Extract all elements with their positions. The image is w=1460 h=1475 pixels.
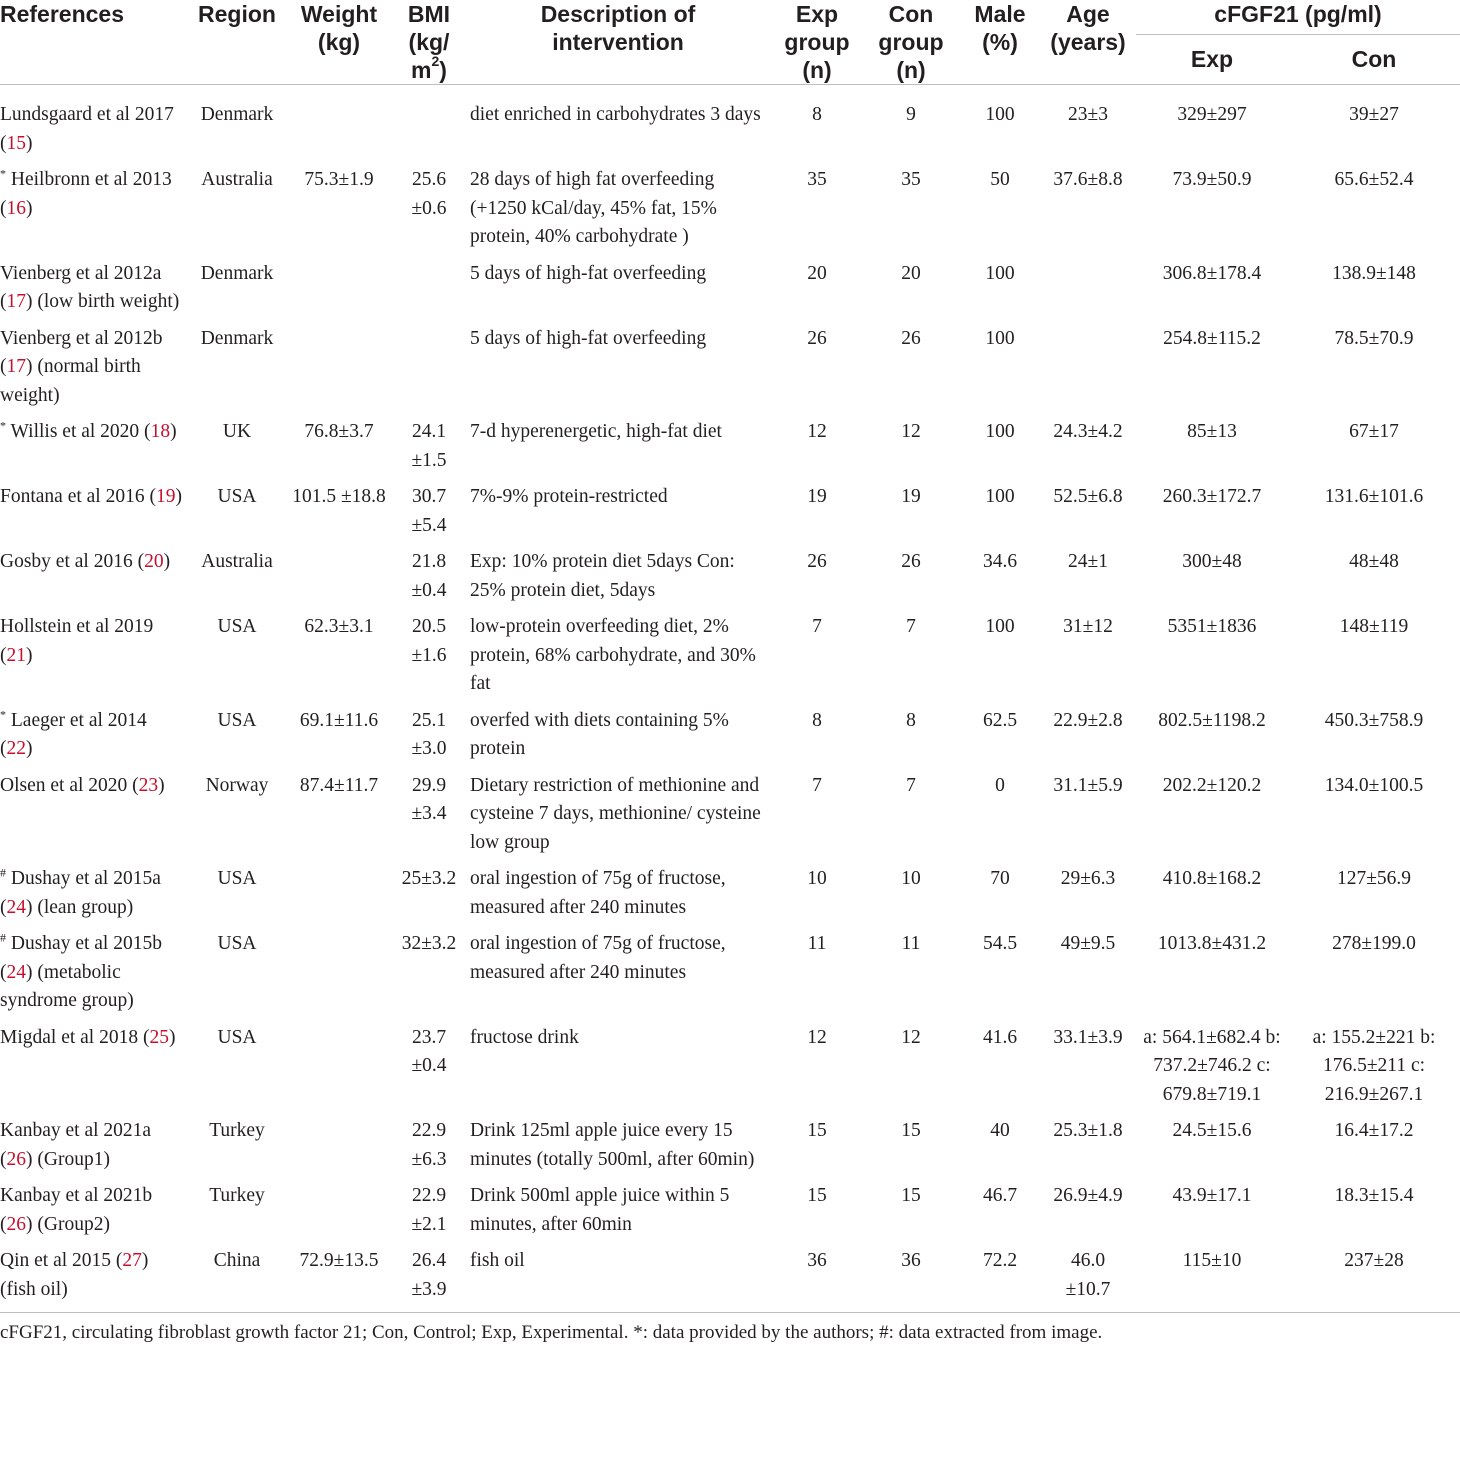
cell-region: China: [213, 1250, 261, 1271]
cell-reference: Gosby et al 2016 (20): [0, 551, 171, 572]
cell-description: diet enriched in carbohydrates 3 days: [470, 104, 761, 125]
cell-con-n: 19: [901, 486, 921, 507]
cell-weight: 101.5 ±18.8: [292, 486, 386, 507]
table-row: [0, 166, 1460, 260]
cell-reference: Qin et al 2015 (27) (fish oil): [0, 1250, 149, 1300]
cell-cfgf21-exp: a: 564.1±682.4 b: 737.2±746.2 c: 679.8±719.1: [1143, 1026, 1281, 1105]
cell-male: 72.2: [982, 1250, 1018, 1271]
cell-region: USA: [217, 709, 257, 731]
cell-weight: [284, 865, 394, 930]
table-row: [0, 260, 1460, 325]
cell-age: 52.5±6.8: [1053, 486, 1123, 507]
cell-bmi: 32±3.2: [401, 933, 457, 954]
cell-weight: [284, 1117, 394, 1182]
cell-age: 29±6.3: [1060, 868, 1116, 889]
cell-con-n: 12: [901, 1026, 921, 1048]
cell-cfgf21-con: 138.9±148: [1332, 262, 1416, 284]
cell-age: 22.9±2.8: [1053, 709, 1123, 731]
cell-region: USA: [217, 933, 257, 954]
cell-male: 50: [990, 169, 1010, 190]
cell-reference: * Heilbronn et al 2013 (16): [0, 166, 172, 219]
cell-con-n: 7: [906, 774, 916, 796]
header-bmi: BMI (kg/ $m^2$): [407, 1, 451, 83]
cell-age: 24±1: [1068, 551, 1108, 572]
header-weight: Weight (kg): [300, 1, 378, 55]
cell-con-n: 8: [906, 709, 916, 731]
cell-age: 33.1±3.9: [1053, 1026, 1123, 1048]
note-mark: *: [0, 166, 6, 181]
note-mark: *: [0, 707, 6, 721]
cell-bmi: 24.1 ±1.5: [411, 421, 447, 471]
table-row: [0, 930, 1460, 1024]
citation-link[interactable]: 17: [6, 356, 26, 377]
cell-age: 23±3: [1068, 104, 1108, 125]
cell-exp-n: 19: [807, 486, 827, 507]
cell-exp-n: 8: [812, 709, 822, 731]
cell-age: 37.6±8.8: [1053, 169, 1123, 190]
header-description: Description of intervention: [540, 1, 696, 55]
header-exp-group: Exp group (n): [784, 1, 850, 83]
cell-bmi: 22.9 ±6.3: [411, 1120, 447, 1170]
cell-reference: Vienberg et al 2012a (17) (low birth weight): [0, 262, 180, 312]
cell-exp-n: 7: [812, 774, 822, 796]
cell-con-n: 26: [901, 327, 921, 349]
table-row: [0, 707, 1460, 772]
cell-cfgf21-con: 16.4±17.2: [1334, 1120, 1414, 1141]
cell-description: 28 days of high fat overfeeding (+1250 kCal/day, 45% fat, 15% protein, 40% carbohydrate ): [470, 169, 717, 247]
cell-reference: Hollstein et al 2019 (21): [0, 616, 154, 666]
header-region: Region: [198, 1, 276, 27]
citation-link[interactable]: 24: [6, 896, 26, 918]
cell-exp-n: 10: [807, 868, 827, 889]
cell-cfgf21-con: 48±48: [1349, 551, 1399, 572]
cell-weight: [284, 1182, 394, 1247]
table-row: [0, 325, 1460, 419]
cell-exp-n: 20: [807, 262, 827, 284]
citation-link[interactable]: 22: [6, 738, 26, 759]
cell-age: 31.1±5.9: [1053, 774, 1123, 796]
cell-region: Turkey: [209, 1120, 265, 1141]
cell-cfgf21-con: 148±119: [1339, 616, 1409, 637]
cell-bmi: 29.9 ±3.4: [411, 774, 447, 824]
cell-cfgf21-con: 127±56.9: [1336, 868, 1412, 889]
cell-weight: 87.4±11.7: [299, 774, 379, 796]
cell-description: fructose drink: [470, 1026, 579, 1048]
cell-reference: Lundsgaard et al 2017 (15): [0, 104, 174, 154]
cell-male: 100: [985, 104, 1015, 125]
cell-bmi: 26.4 ±3.9: [411, 1250, 447, 1300]
cell-reference: Vienberg et al 2012b (17) (normal birth weight): [0, 327, 163, 406]
cell-weight: [284, 548, 394, 613]
citation-link[interactable]: 15: [6, 132, 26, 154]
cell-con-n: 35: [901, 169, 921, 190]
cell-con-n: 12: [901, 421, 921, 442]
cell-region: Denmark: [200, 327, 274, 349]
cell-description: Drink 125ml apple juice every 15 minutes (totally 500ml, after 60min): [470, 1120, 755, 1170]
cell-male: 62.5: [982, 709, 1018, 731]
cell-bmi: [394, 85, 464, 167]
cell-region: Turkey: [209, 1185, 265, 1206]
table-row: [0, 1024, 1460, 1118]
cell-description: Exp: 10% protein diet 5days Con: 25% protein diet, 5days: [470, 551, 735, 601]
cell-con-n: 15: [901, 1120, 921, 1141]
cell-reference: # Dushay et al 2015a (24) (lean group): [0, 865, 161, 918]
cell-description: low-protein overfeeding diet, 2% protein, 68% carbohydrate, and 30% fat: [470, 616, 756, 694]
cell-region: Denmark: [200, 262, 274, 284]
citation-link[interactable]: 26: [6, 1213, 26, 1235]
cell-description: fish oil: [470, 1250, 525, 1271]
cell-cfgf21-exp: 410.8±168.2: [1162, 868, 1262, 889]
table-row: [0, 1182, 1460, 1247]
cell-bmi: 22.9 ±2.1: [411, 1185, 447, 1235]
cell-exp-n: 11: [807, 933, 827, 954]
cell-male: 0: [995, 774, 1005, 796]
cell-bmi: 30.7 ±5.4: [411, 486, 447, 536]
cell-weight: [284, 1024, 394, 1118]
cell-reference: * Willis et al 2020 (18): [0, 418, 177, 442]
citation-link[interactable]: 16: [6, 197, 26, 219]
cell-male: 100: [985, 616, 1015, 637]
cell-bmi: 25±3.2: [401, 868, 457, 889]
cell-male: 41.6: [982, 1026, 1018, 1048]
cell-bmi: 21.8 ±0.4: [411, 551, 447, 601]
cell-bmi: [394, 325, 464, 419]
cell-con-n: 26: [901, 551, 921, 572]
header-cfgf21: cFGF21 (pg/ml): [1136, 0, 1460, 35]
cell-weight: 62.3±3.1: [304, 616, 374, 637]
cell-region: Australia: [201, 169, 273, 190]
table-row: [0, 613, 1460, 707]
table-header: [0, 0, 1460, 85]
cell-cfgf21-con: 18.3±15.4: [1334, 1185, 1414, 1206]
cell-male: 54.5: [982, 933, 1018, 954]
cell-bmi: 25.1 ±3.0: [411, 709, 447, 759]
table-row: [0, 85, 1460, 167]
citation-link[interactable]: 18: [150, 421, 171, 442]
cell-age: [1040, 260, 1136, 325]
table-row: [0, 865, 1460, 930]
cell-exp-n: 26: [807, 327, 827, 349]
cell-con-n: 11: [901, 933, 921, 954]
cell-cfgf21-exp: 43.9±17.1: [1172, 1185, 1252, 1206]
cell-exp-n: 36: [807, 1250, 827, 1271]
cell-description: 7%-9% protein-restricted: [470, 486, 668, 507]
cell-reference: * Laeger et al 2014 (22): [0, 707, 147, 759]
note-mark: #: [0, 930, 6, 945]
cell-region: USA: [217, 486, 257, 507]
cell-age: 31±12: [1063, 616, 1113, 637]
cell-cfgf21-exp: 260.3±172.7: [1162, 486, 1262, 507]
cell-age: 46.0 ±10.7: [1065, 1250, 1111, 1300]
cell-con-n: 10: [901, 868, 921, 889]
cell-weight: 69.1±11.6: [299, 709, 379, 731]
cell-age: [1040, 325, 1136, 419]
cell-exp-n: 12: [807, 421, 827, 442]
cell-cfgf21-con: 134.0±100.5: [1324, 774, 1424, 796]
note-mark: #: [0, 865, 6, 880]
cell-con-n: 15: [901, 1185, 921, 1206]
cell-description: oral ingestion of 75g of fructose, measured after 240 minutes: [470, 933, 726, 983]
citation-link[interactable]: 27: [122, 1250, 142, 1271]
cell-age: 26.9±4.9: [1053, 1185, 1123, 1206]
cell-male: 100: [985, 421, 1015, 442]
cell-cfgf21-exp: 115±10: [1182, 1250, 1242, 1271]
cell-description: 5 days of high-fat overfeeding: [470, 327, 707, 349]
citation-link[interactable]: 26: [6, 1148, 26, 1170]
table-row: [0, 548, 1460, 613]
cell-male: 100: [985, 327, 1015, 349]
cell-description: Dietary restriction of methionine and cysteine 7 days, methionine/ cysteine low group: [470, 774, 761, 853]
header-cfgf21-con: Con: [1351, 46, 1397, 73]
cell-exp-n: 15: [807, 1120, 827, 1141]
cell-bmi: 25.6 ±0.6: [411, 169, 447, 219]
cell-cfgf21-con: 131.6±101.6: [1324, 486, 1424, 507]
cell-con-n: 9: [906, 104, 916, 125]
cell-cfgf21-exp: 24.5±15.6: [1172, 1120, 1252, 1141]
table-row: [0, 1247, 1460, 1313]
cell-cfgf21-exp: 329±297: [1177, 104, 1247, 125]
cell-exp-n: 12: [807, 1026, 827, 1048]
cell-cfgf21-con: 278±199.0: [1332, 933, 1416, 954]
cell-region: USA: [217, 1026, 257, 1048]
header-con-group: Con group (n): [878, 1, 944, 83]
citation-link[interactable]: 25: [149, 1026, 169, 1048]
table-row: [0, 772, 1460, 866]
cell-description: oral ingestion of 75g of fructose, measured after 240 minutes: [470, 868, 726, 918]
cell-cfgf21-con: 39±27: [1349, 104, 1399, 125]
cell-cfgf21-con: 237±28: [1344, 1250, 1404, 1271]
cell-weight: 76.8±3.7: [304, 421, 374, 442]
cell-cfgf21-con: a: 155.2±221 b: 176.5±211 c: 216.9±267.1: [1312, 1026, 1436, 1105]
cell-cfgf21-con: 78.5±70.9: [1334, 327, 1414, 349]
cell-cfgf21-exp: 254.8±115.2: [1163, 327, 1261, 349]
table-footnote: cFGF21, circulating fibroblast growth factor 21; Con, Control; Exp, Experimental. *: data provided by the authors; #: data extracted from image.: [0, 1313, 1460, 1347]
cell-cfgf21-exp: 202.2±120.2: [1162, 774, 1262, 796]
cell-region: USA: [217, 868, 257, 889]
cell-con-n: 7: [906, 616, 916, 637]
cell-description: Drink 500ml apple juice within 5 minutes, after 60min: [470, 1185, 730, 1235]
cell-cfgf21-exp: 300±48: [1182, 551, 1242, 572]
cell-weight: [284, 260, 394, 325]
citation-link[interactable]: 21: [6, 644, 26, 666]
cell-con-n: 36: [901, 1250, 921, 1271]
cell-region: Norway: [205, 774, 269, 796]
cell-bmi: [394, 260, 464, 325]
cell-male: 100: [985, 486, 1015, 507]
cell-reference: Kanbay et al 2021b (26) (Group2): [0, 1185, 153, 1235]
cell-cfgf21-exp: 802.5±1198.2: [1158, 709, 1266, 731]
cell-cfgf21-exp: 1013.8±431.2: [1157, 933, 1267, 954]
cell-cfgf21-exp: 85±13: [1187, 421, 1237, 442]
cell-weight: 75.3±1.9: [304, 169, 374, 190]
cell-bmi: 20.5 ±1.6: [411, 616, 447, 666]
cell-male: 100: [985, 262, 1015, 284]
cell-exp-n: 15: [807, 1185, 827, 1206]
citation-link[interactable]: 23: [138, 774, 159, 796]
citation-link[interactable]: 24: [6, 961, 26, 983]
cell-weight: [284, 85, 394, 167]
note-mark: *: [0, 418, 6, 433]
cell-cfgf21-exp: 5351±1836: [1167, 616, 1257, 637]
cell-male: 70: [990, 868, 1010, 889]
citation-link[interactable]: 20: [144, 551, 164, 572]
cell-male: 46.7: [982, 1185, 1018, 1206]
cell-exp-n: 8: [812, 104, 822, 125]
cell-exp-n: 35: [807, 169, 827, 190]
cell-cfgf21-con: 67±17: [1349, 421, 1399, 442]
cell-con-n: 20: [901, 262, 921, 284]
header-cfgf21-exp: Exp: [1190, 46, 1234, 73]
cell-reference: Fontana et al 2016 (19): [0, 486, 182, 507]
header-references: References: [0, 1, 125, 27]
table-row: [0, 483, 1460, 548]
table-row: [0, 1117, 1460, 1182]
cell-description: 7-d hyperenergetic, high-fat diet: [470, 421, 722, 442]
cell-weight: [284, 325, 394, 419]
cell-region: UK: [222, 421, 252, 442]
cell-region: Australia: [201, 551, 273, 572]
cell-region: Denmark: [200, 104, 274, 125]
cell-cfgf21-con: 65.6±52.4: [1334, 169, 1414, 190]
cell-male: 34.6: [982, 551, 1018, 572]
cell-description: overfed with diets containing 5% protein: [470, 709, 729, 759]
cell-age: 25.3±1.8: [1053, 1120, 1123, 1141]
cell-weight: [284, 930, 394, 1024]
cell-cfgf21-con: 450.3±758.9: [1324, 709, 1424, 731]
cell-weight: 72.9±13.5: [299, 1250, 379, 1271]
cell-description: 5 days of high-fat overfeeding: [470, 262, 707, 284]
cell-male: 40: [990, 1120, 1010, 1141]
citation-link[interactable]: 17: [6, 291, 26, 312]
header-male: Male (%): [974, 1, 1026, 55]
cell-exp-n: 7: [812, 616, 822, 637]
cell-age: 49±9.5: [1060, 933, 1116, 954]
cell-reference: Kanbay et al 2021a (26) (Group1): [0, 1120, 152, 1170]
cell-reference: Olsen et al 2020 (23): [0, 774, 165, 796]
cell-cfgf21-exp: 73.9±50.9: [1172, 169, 1252, 190]
cell-age: 24.3±4.2: [1053, 421, 1123, 442]
citation-link[interactable]: 19: [155, 486, 176, 507]
cell-reference: Migdal et al 2018 (25): [0, 1026, 176, 1048]
cell-cfgf21-exp: 306.8±178.4: [1162, 262, 1262, 284]
cell-reference: # Dushay et al 2015b (24) (metabolic syndrome group): [0, 930, 162, 1011]
cell-region: USA: [217, 616, 257, 637]
cell-bmi: 23.7 ±0.4: [411, 1026, 447, 1076]
table-row: [0, 418, 1460, 483]
cell-exp-n: 26: [807, 551, 827, 572]
table-body: [0, 85, 1460, 1313]
header-age: Age (years): [1050, 1, 1126, 55]
